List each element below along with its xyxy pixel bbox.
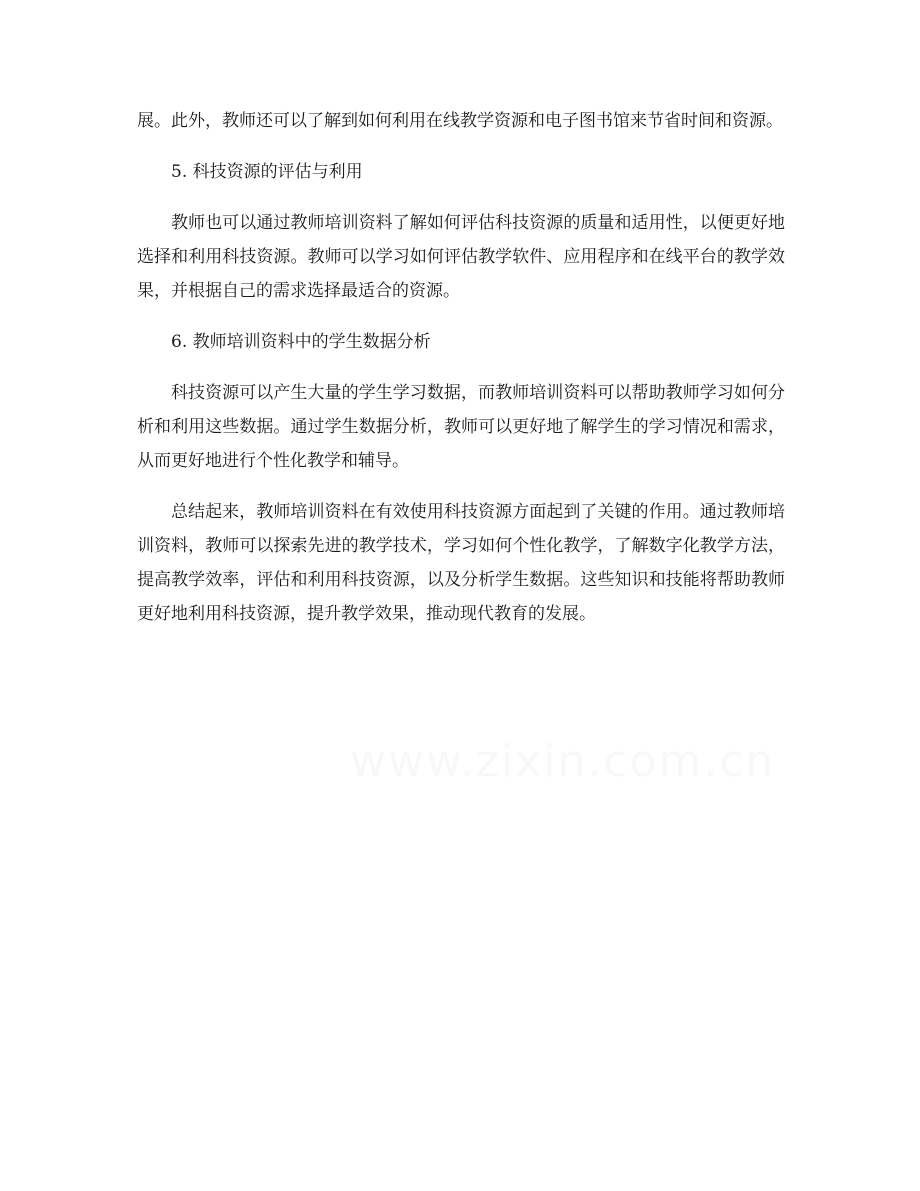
paragraph-evaluation: 教师也可以通过教师培训资料了解如何评估科技资源的质量和适用性，以便更好地选择和利用科技资源。教师可以学习如何评估教学软件、应用程序和在线平台的教学效果，并根据自己的需求选择最适合的资源。 (137, 213, 785, 301)
paragraph-summary: 总结起来，教师培训资料在有效使用科技资源方面起到了关键的作用。通过教师培训资料，教师可以探索先进的教学技术，学习如何个性化教学，了解数字化教学方法，提高教学效率，评估和利用科技资源，以及分析学生数据。这些知识和技能将帮助教师更好地利用科技资源，提升教学效果，推动现代教育的发展。 (137, 502, 785, 624)
section-heading-5: 5. 科技资源的评估与利用 (171, 162, 363, 182)
paragraph-data-analysis: 科技资源可以产生大量的学生学习数据，而教师培训资料可以帮助教师学习如何分析和利用这些数据。通过学生数据分析，教师可以更好地了解学生的学习情况和需求，从而更好地进行个性化教学和辅导。 (137, 383, 785, 471)
section-heading-6: 6. 教师培训资料中的学生数据分析 (171, 332, 431, 352)
paragraph-continued: 展。此外，教师还可以了解到如何利用在线教学资源和电子图书馆来节省时间和资源。 (137, 111, 783, 131)
document-body (137, 104, 785, 648)
watermark: www.zixin.com.cn (350, 736, 776, 787)
